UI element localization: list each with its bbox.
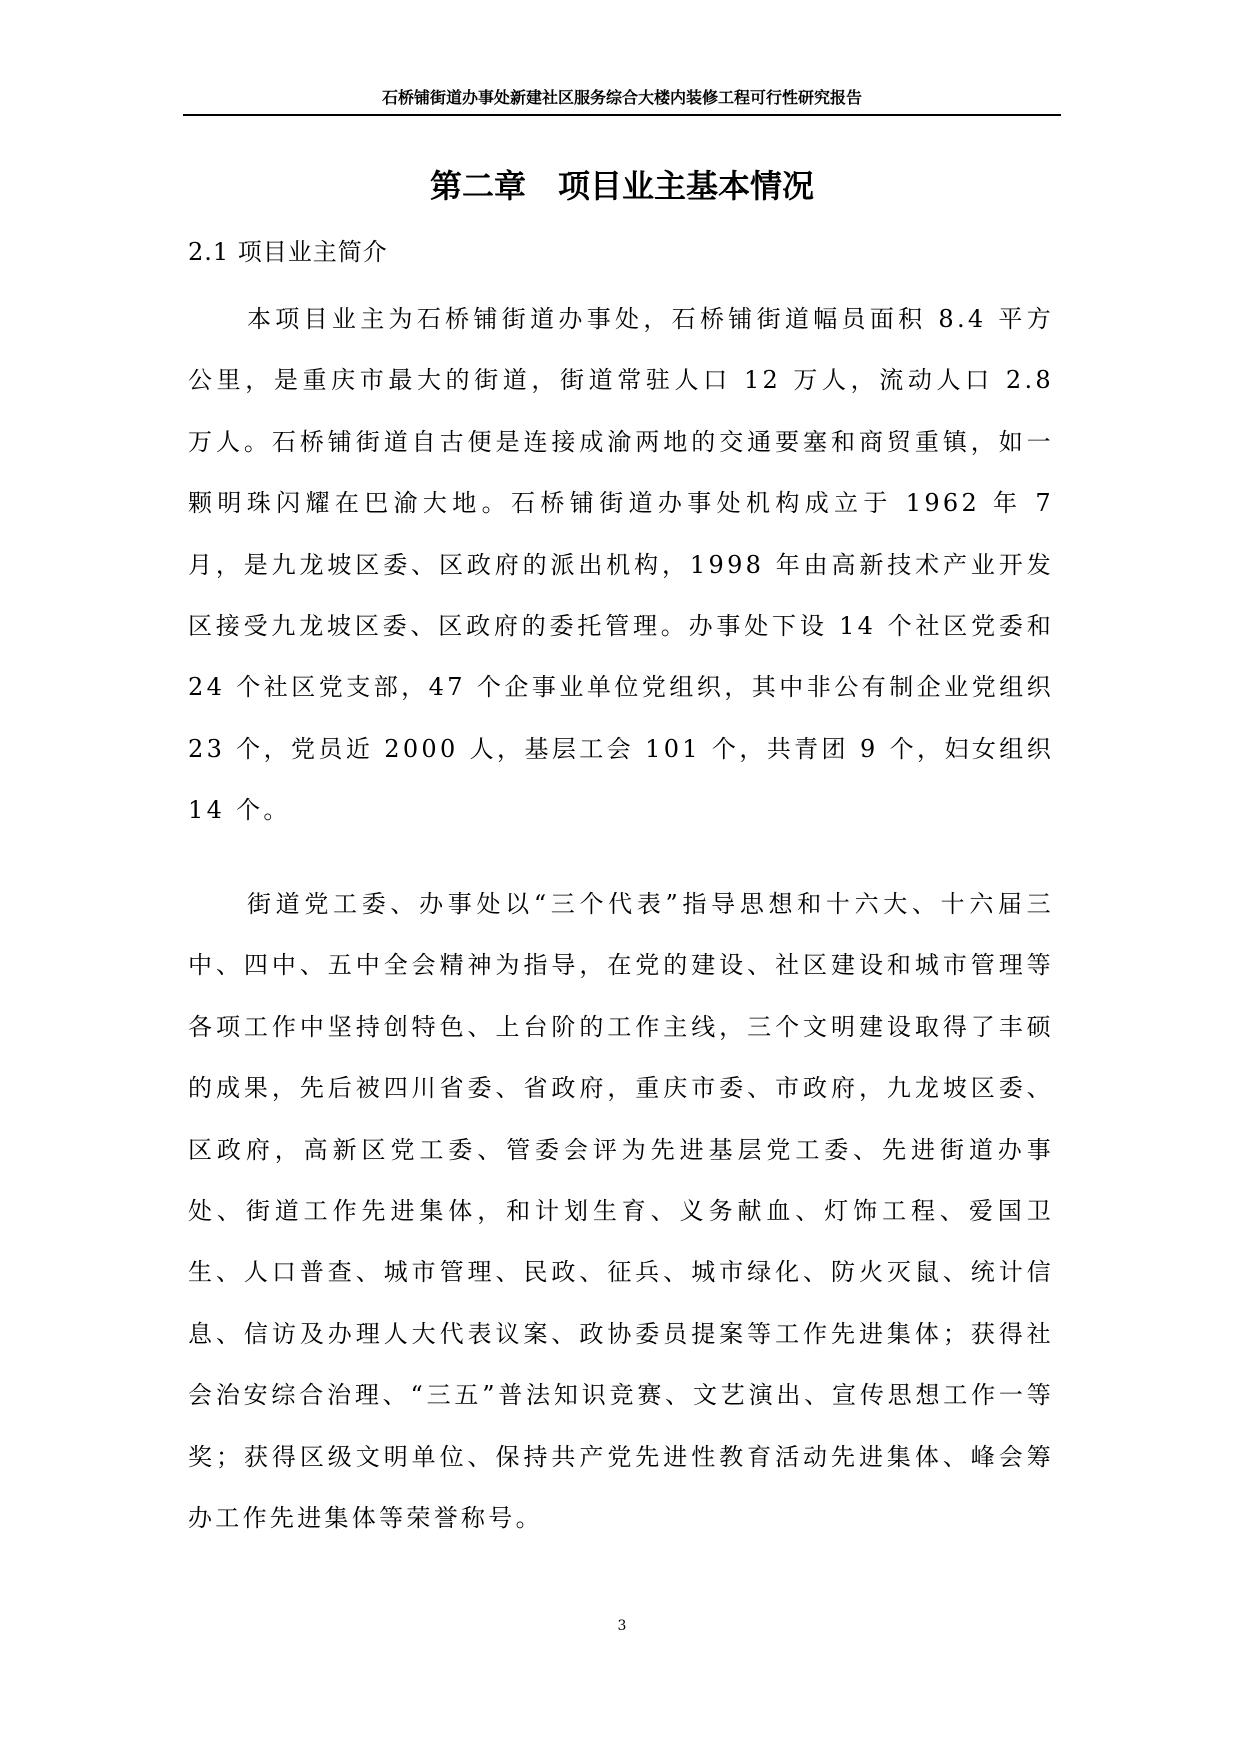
page-number: 3 <box>617 1618 627 1634</box>
header-rule <box>183 114 1061 116</box>
section-heading: 2.1 项目业主简介 <box>188 238 388 266</box>
body-paragraph-achievements: 街道党工委、办事处以“三个代表”指导思想和十六大、十六届三中、四中、五中全会精神为指导，在党的建设、社区建设和城市管理等各项工作中坚持创特色、上台阶的工作主线，三个文明建设取得了丰硕的成果，先后被四川省委、省政府，重庆市委、市政府，九龙坡区委、区政府，高新区党工委、管委会评为先进基层党工委、先进街道办事处、街道工作先进集体，和计划生育、义务献血、灯饰工程、爱国卫生、人口普查、城市管理、民政、征兵、城市绿化、防火灭鼠、统计信息、信访及办理人大代表议案、政协委员提案等工作先进集体；获得社会治安综合治理、“三五”普法知识竞赛、文艺演出、宣传思想工作一等奖；获得区级文明单位、保持共产党先进性教育活动先进集体、峰会筹办工作先进集体等荣誉称号。 <box>188 890 1054 1533</box>
body-paragraph-owner-intro: 本项目业主为石桥铺街道办事处，石桥铺街道幅员面积 8.4 平方公里，是重庆市最大的街道，街道常驻人口 12 万人，流动人口 2.8 万人。石桥铺街道自古便是连接成渝两地的交通要塞和商贸重镇，如一颗明珠闪耀在巴渝大地。石桥铺街道办事处机构成立于 1962 年 7 月，是九龙坡区委、区政府的派出机构，1998 年由高新技术产业开发区接受九龙坡区委、区政府的委托管理。办事处下设 14 个社区党委和 24 个社区党支部，47 个企事业单位党组织，其中非公有制企业党组织 23 个，党员近 2000 人，基层工会 101 个，共青团 9 个，妇女组织 14 个。 <box>188 305 1054 825</box>
running-header: 石桥铺街道办事处新建社区服务综合大楼内装修工程可行性研究报告 <box>381 88 862 107</box>
chapter-title: 第二章 项目业主基本情况 <box>429 167 814 205</box>
